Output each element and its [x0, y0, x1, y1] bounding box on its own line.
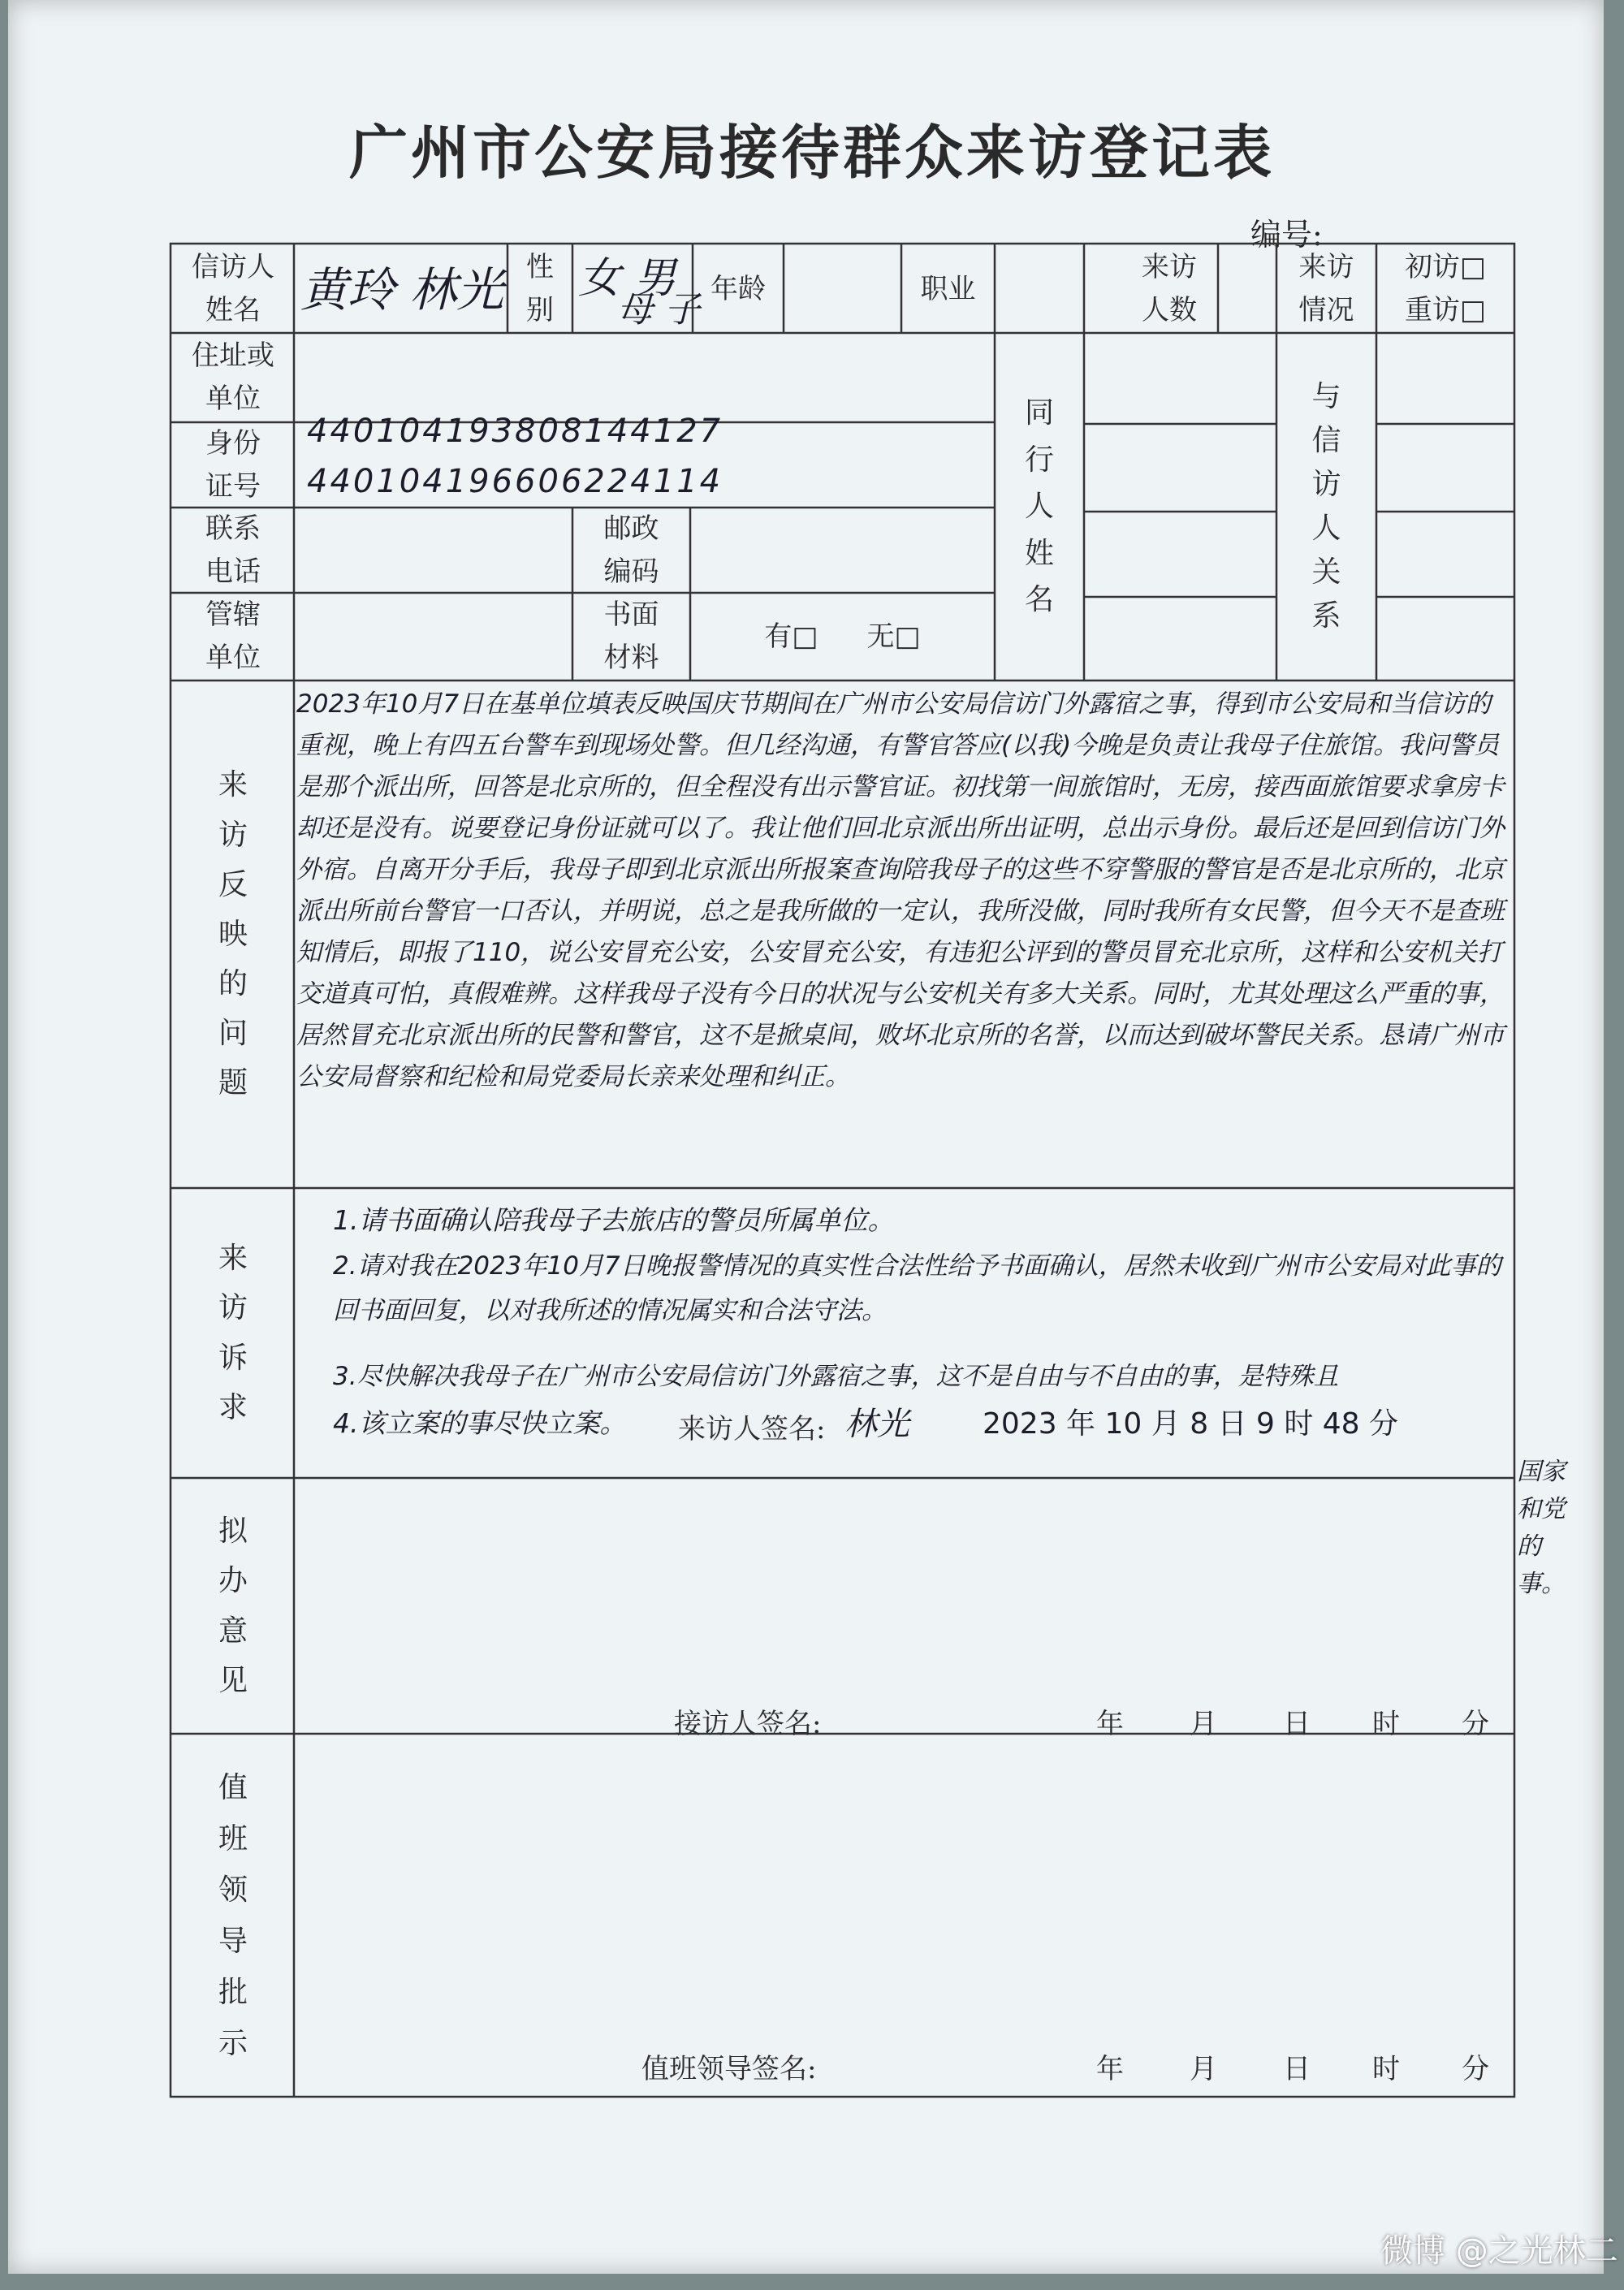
label-written: 书面 材料 — [603, 598, 659, 674]
label-relation: 与 信 访 人 关 系 — [1311, 380, 1341, 633]
leader-date-hour: 时 — [1372, 2053, 1400, 2085]
repeat-visit-option[interactable]: 重访□ — [1404, 294, 1487, 326]
label-gender: 性 别 — [526, 251, 554, 326]
receiver-date-day: 日 — [1283, 1708, 1311, 1740]
label-postal: 邮政 编码 — [603, 512, 659, 588]
hand-genders: 女 男 — [578, 254, 676, 303]
label-name: 信访人 姓名 — [192, 251, 274, 326]
leader-date-day: 日 — [1283, 2053, 1311, 2085]
leader-date-year: 年 — [1096, 2053, 1124, 2085]
leader-date-month: 月 — [1190, 2053, 1217, 2085]
serial-label: 编号: — [1250, 217, 1323, 253]
receiver-date-month: 月 — [1190, 1708, 1217, 1740]
receiver-date-hour: 时 — [1372, 1708, 1400, 1740]
label-jurisdiction: 管辖 单位 — [205, 598, 261, 674]
label-issue: 来 访 反 映 的 问 题 — [218, 768, 248, 1100]
label-companions: 同 行 人 姓 名 — [1024, 396, 1054, 617]
label-visit-status: 来访 情况 — [1298, 251, 1354, 326]
weibo-watermark: 微博 @之光林二 — [1380, 2232, 1618, 2270]
hand-visitor-sign: 林光 — [844, 1406, 909, 1443]
hand-visitor-date: 2023 年 10 月 8 日 9 时 48 分 — [983, 1407, 1399, 1441]
written-options — [690, 593, 995, 681]
hand-margin-note: 国家和党的事。 — [1517, 1458, 1566, 1598]
hand-id-1: 440104193808144127 — [307, 413, 723, 450]
hand-id-2: 440104196606224114 — [307, 463, 723, 500]
hand-appeal-3: 3.尽快解决我母子在广州市公安局信访门外露宿之事，这不是自由与不自由的事，是特殊且 — [333, 1362, 1339, 1391]
visit-type-checkboxes — [1376, 245, 1514, 333]
label-id: 身份 证号 — [205, 426, 261, 503]
hand-appeal-1: 1.请书面确认陪我母子去旅店的警员所属单位。 — [333, 1204, 895, 1236]
hand-issue-text: 2023年10月7日在基单位填表反映国庆节期间在广州市公安局信访门外露宿之事，得到市公安局和当信访的重视，晚上有四五台警车到现场处警。但几经沟通，有警官答应(以我)今晚是负责让我母子住旅馆。我问警员是那个派出所，回答是北京所的，但全程没有出示警官证。初找第一间旅馆时，无房，接西面旅馆要求拿房卡却还是没有。说要登记身份证就可以了。我让他们回北京派出所出证明，总出示身份。最后还是回到信访门外外宿。自离开分手后，我母子即到北京派出所报案查询陪我母子的这些不穿警服的警官是否是北京所的，北京派出所前台警官一口否认，并明说，总之是我所做的一定认，我所没做，同时我所有女民警，但今天不是查班知情后，即报了110，说公安冒充公安，公安冒充公安，有违犯公评到的警员冒充北京所，这样和公安机关打交道真可怕，真假难辨。这样我母子没有今日的状况与公安机关有多大关系。同时，尤其处理这么严重的事，居然冒充北京派出所的民警和警官，这不是掀桌间，败坏北京所的名誉，以而达到破坏警民关系。恳请广州市公安局督察和纪检和局党委局长亲来处理和纠正。 — [296, 689, 1505, 1091]
has-written-option[interactable]: 有□ — [764, 620, 818, 653]
leader-sign-label: 值班领导签名: — [641, 2053, 817, 2085]
hand-appeal-4: 4.该立案的事尽快立案。 — [333, 1407, 627, 1439]
label-occupation: 职业 — [920, 272, 976, 305]
first-visit-option[interactable]: 初访□ — [1404, 251, 1487, 284]
label-address: 住址或 单位 — [192, 339, 274, 415]
visitor-sign-label: 来访人签名: — [678, 1413, 826, 1445]
label-appeal: 来 访 诉 求 — [218, 1242, 248, 1424]
receiver-date-year: 年 — [1096, 1708, 1124, 1740]
hand-genders-extra: 母 子 — [617, 289, 700, 331]
receiver-date-minute: 分 — [1462, 1708, 1489, 1740]
hand-appeal-2: 2.请对我在2023年10月7日晚报警情况的真实性合法性给予书面确认，居然未收到广州市公安局对此事的回书面回复，以对我所述的情况属实和合法守法。 — [333, 1251, 1501, 1325]
label-phone: 联系 电话 — [205, 512, 261, 588]
no-written-option[interactable]: 无□ — [866, 620, 921, 653]
receiver-sign-label: 接访人签名: — [674, 1708, 822, 1740]
form-title: 广州市公安局接待群众来访登记表 — [348, 118, 1275, 187]
hand-names: 黄玲 林光 — [300, 262, 504, 318]
label-age: 年龄 — [710, 272, 766, 305]
label-visitor-count: 来访 人数 — [1142, 251, 1197, 326]
label-opinion: 拟 办 意 见 — [218, 1514, 248, 1697]
label-leader: 值 班 领 导 批 示 — [218, 1770, 248, 2060]
leader-date-minute: 分 — [1462, 2053, 1489, 2085]
